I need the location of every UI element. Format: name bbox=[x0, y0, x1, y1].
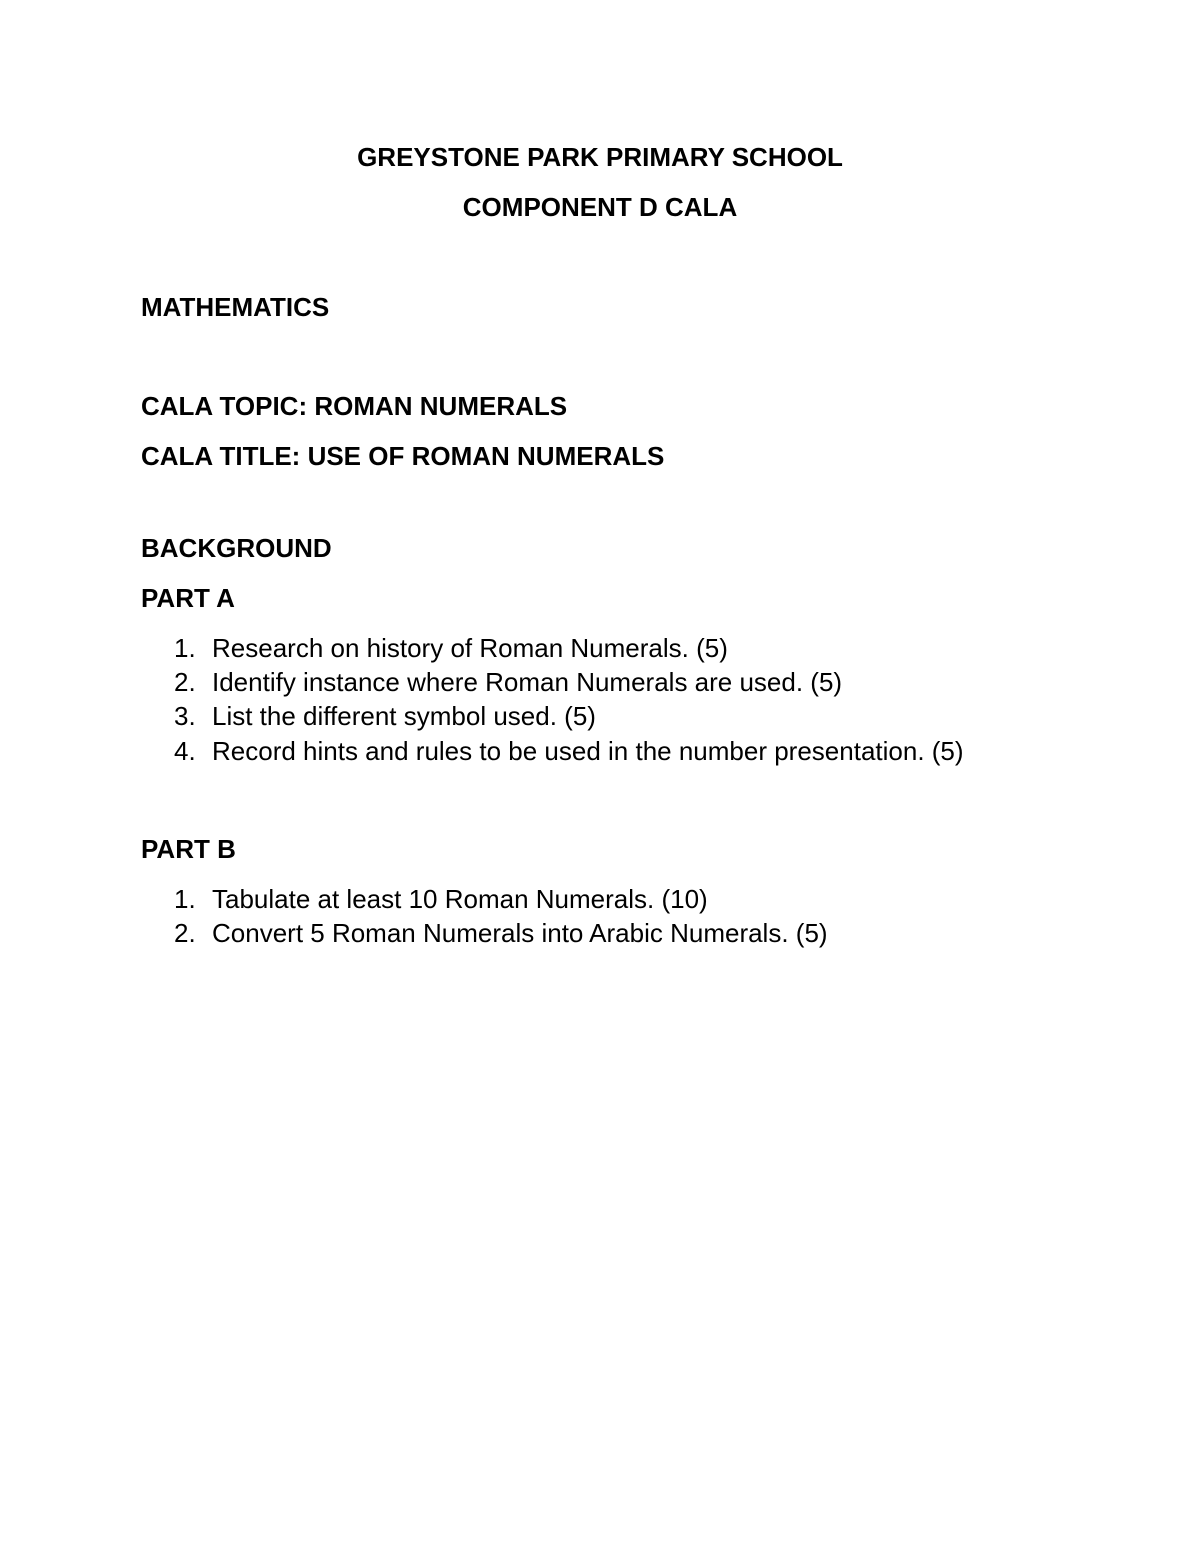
subject-heading: MATHEMATICS bbox=[141, 292, 330, 322]
list-item-number: 4. bbox=[174, 736, 196, 766]
list-item-number: 1. bbox=[174, 633, 196, 663]
list-item-text: List the different symbol used. (5) bbox=[212, 701, 596, 731]
list-item-number: 1. bbox=[174, 884, 196, 914]
cala-topic: CALA TOPIC: ROMAN NUMERALS bbox=[141, 391, 568, 421]
list-item-text: Convert 5 Roman Numerals into Arabic Numerals. (5) bbox=[212, 918, 828, 948]
list-item-text: Identify instance where Roman Numerals are used. (5) bbox=[212, 667, 843, 697]
background-heading: BACKGROUND bbox=[141, 533, 332, 563]
component-title: COMPONENT D CALA bbox=[462, 192, 738, 222]
list-item-text: Research on history of Roman Numerals. (5) bbox=[212, 633, 728, 663]
list-item-text: Tabulate at least 10 Roman Numerals. (10) bbox=[212, 884, 708, 914]
list-item-number: 2. bbox=[174, 667, 196, 697]
cala-title: CALA TITLE: USE OF ROMAN NUMERALS bbox=[141, 441, 665, 471]
part-b-heading: PART B bbox=[141, 834, 236, 864]
school-name: GREYSTONE PARK PRIMARY SCHOOL bbox=[357, 142, 843, 172]
list-item-number: 2. bbox=[174, 918, 196, 948]
list-item-text: Record hints and rules to be used in the number presentation. (5) bbox=[212, 736, 964, 766]
list-item-number: 3. bbox=[174, 701, 196, 731]
part-a-heading: PART A bbox=[141, 583, 235, 613]
